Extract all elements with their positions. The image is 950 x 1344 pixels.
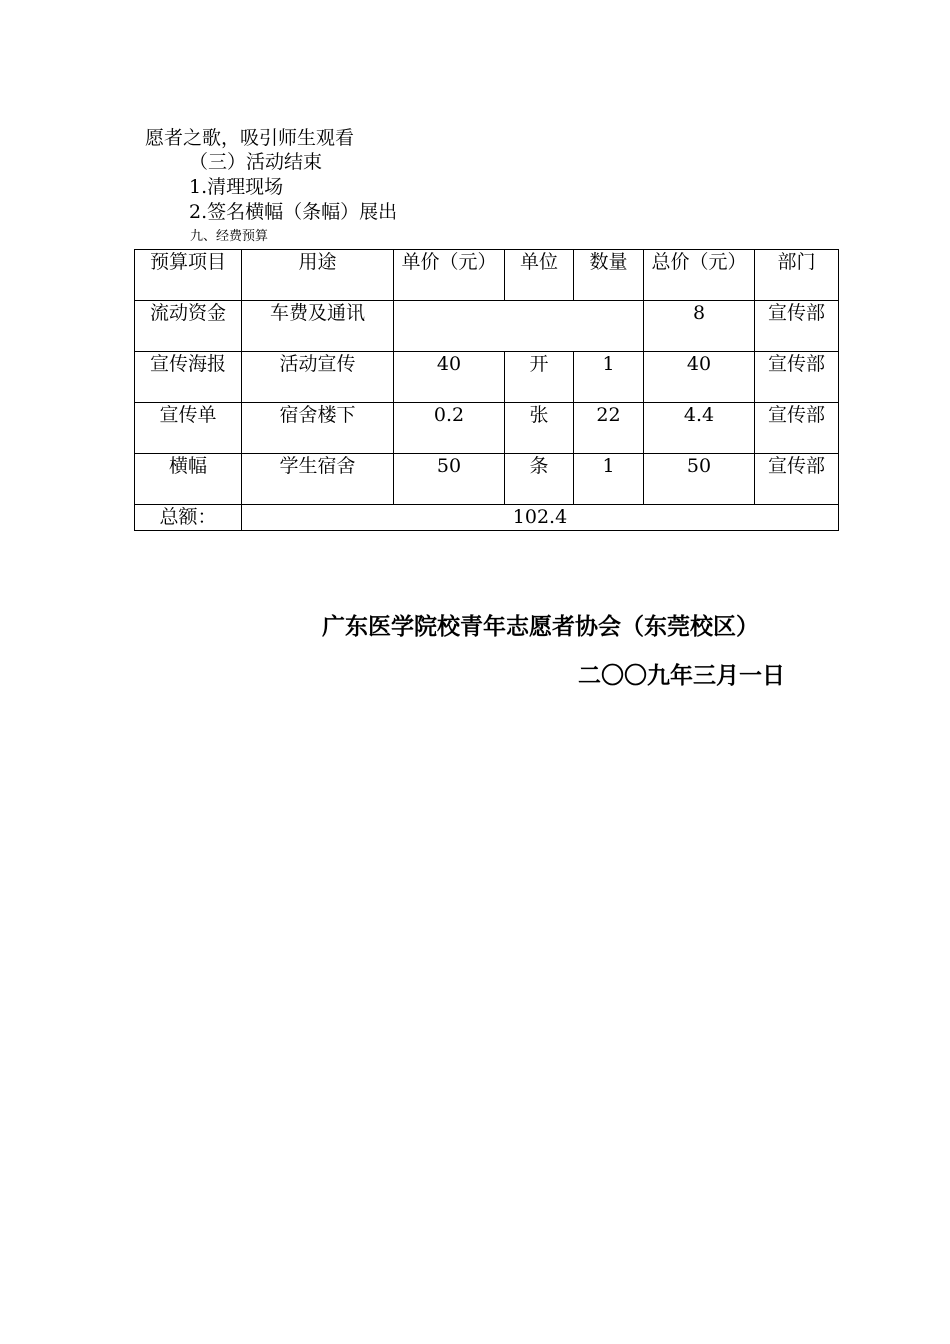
body-line-song: 愿者之歌，吸引师生观看 [145, 127, 355, 149]
list-item-banner: 2.签名横幅（条幅）展出 [189, 201, 398, 223]
table-header-row [135, 250, 839, 301]
total-label: 总额： [135, 505, 242, 531]
table-cell: 条 [505, 454, 574, 505]
header-cell: 用途 [242, 250, 394, 301]
table-cell: 宿舍楼下 [242, 403, 394, 454]
table-total-row [135, 505, 839, 531]
header-cell: 数量 [574, 250, 644, 301]
list-item-cleanup: 1.清理现场 [189, 176, 284, 198]
table-cell: 开 [505, 352, 574, 403]
subsection-heading: （三）活动结束 [189, 151, 323, 173]
table-cell: 车费及通讯 [242, 301, 394, 352]
table-cell: 40 [644, 352, 755, 403]
table-cell: 50 [644, 454, 755, 505]
signature-organization: 广东医学院校青年志愿者协会（东莞校区） [322, 613, 759, 640]
header-cell: 单价（元） [394, 250, 505, 301]
budget-table [134, 249, 839, 531]
table-cell: 宣传部 [755, 454, 839, 505]
header-cell: 单位 [505, 250, 574, 301]
table-cell: 宣传部 [755, 301, 839, 352]
table-cell: 宣传部 [755, 352, 839, 403]
table-row [135, 352, 839, 403]
table-cell: 宣传部 [755, 403, 839, 454]
table-cell: 流动资金 [135, 301, 242, 352]
table-cell: 宣传单 [135, 403, 242, 454]
table-cell: 22 [574, 403, 644, 454]
table-cell: 横幅 [135, 454, 242, 505]
table-cell: 0.2 [394, 403, 505, 454]
header-cell: 部门 [755, 250, 839, 301]
table-cell: 宣传海报 [135, 352, 242, 403]
table-cell: 张 [505, 403, 574, 454]
table-cell: 8 [644, 301, 755, 352]
section-heading-budget: 九、经费预算 [190, 229, 269, 244]
table-row [135, 403, 839, 454]
table-row [135, 301, 839, 352]
table-cell: 50 [394, 454, 505, 505]
header-cell: 总价（元） [644, 250, 755, 301]
signature-date: 二〇〇九年三月一日 [578, 662, 785, 689]
total-value: 102.4 [242, 505, 839, 531]
table-cell: 4.4 [644, 403, 755, 454]
table-cell: 40 [394, 352, 505, 403]
table-row [135, 454, 839, 505]
table-cell: 学生宿舍 [242, 454, 394, 505]
header-cell: 预算项目 [135, 250, 242, 301]
table-cell: 1 [574, 454, 644, 505]
table-cell: 1 [574, 352, 644, 403]
table-cell: 活动宣传 [242, 352, 394, 403]
table-cell-merged [394, 301, 644, 352]
